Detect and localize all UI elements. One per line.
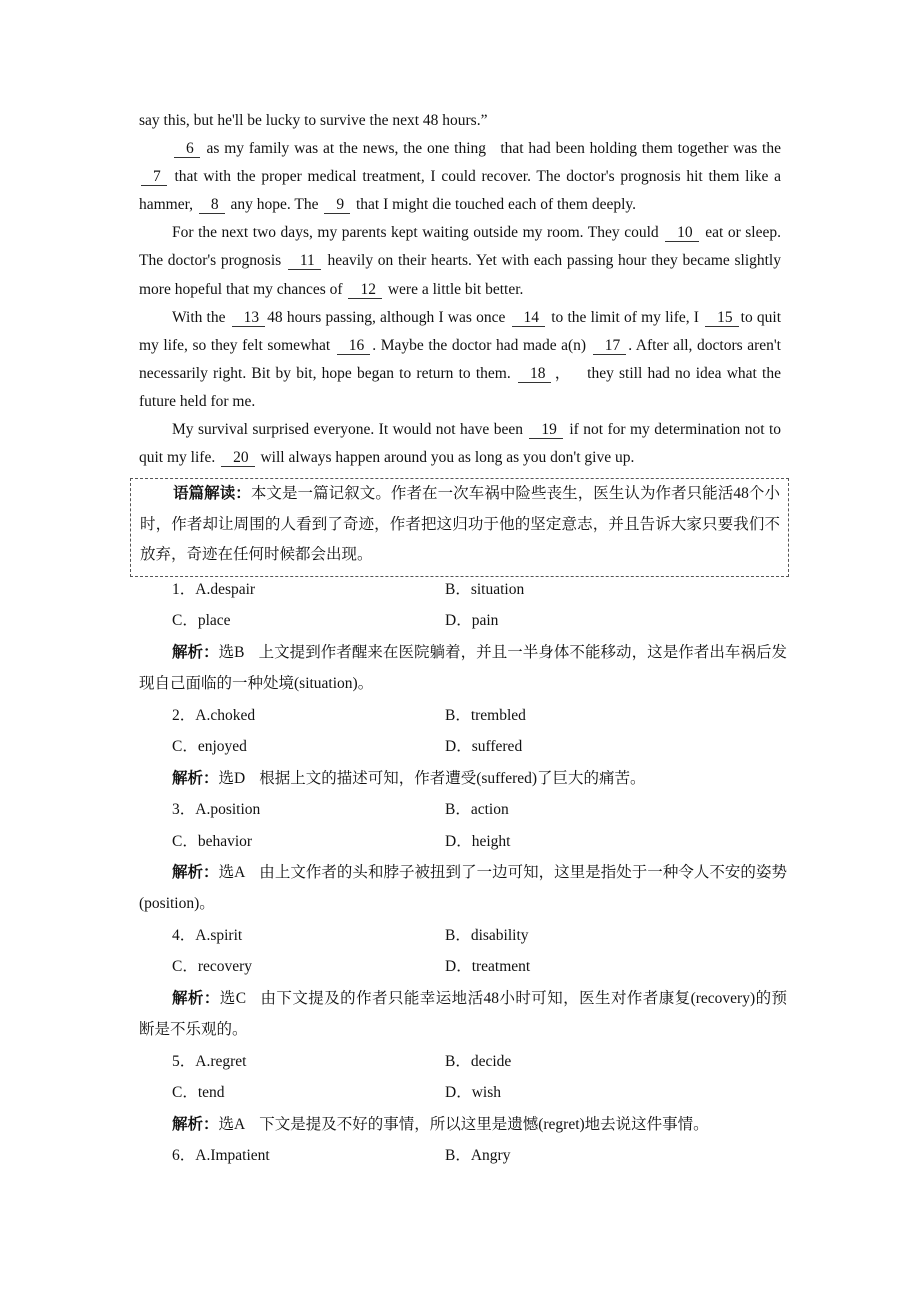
option-b: B．action bbox=[445, 801, 509, 819]
blank-15: 15 bbox=[705, 310, 739, 327]
passage-text: as my family was at the news, the one thing that had been holding them together was the bbox=[201, 140, 781, 158]
passage-text: say this, but he'll be lucky to survive the next 48 hours.” bbox=[139, 112, 488, 129]
option-row bbox=[139, 1046, 787, 1077]
option-a: 6．A.Impatient bbox=[172, 1147, 270, 1164]
passage-text: were a little bit better. bbox=[383, 280, 524, 298]
blank-11: 11 bbox=[288, 253, 321, 270]
blank-12: 12 bbox=[348, 282, 382, 299]
blank-17: 17 bbox=[593, 338, 627, 355]
summary-text: 本文是一篇记叙文。作者在一次车祸中险些丧生，医生认为作者只能活48个小时，作者却让周围的人看到了奇迹，作者把这归功于他的坚定意志，并且告诉大家只要我们不放弃，奇迹在任何时候都会出现。 bbox=[140, 485, 780, 563]
option-c: C．recovery bbox=[172, 958, 253, 976]
passage-paragraph bbox=[139, 107, 781, 135]
option-row bbox=[139, 1077, 787, 1108]
option-c: C．enjoyed bbox=[172, 738, 247, 756]
passage-text: to quit my life, so they felt somewhat bbox=[139, 308, 782, 354]
analysis-choice: 选B bbox=[218, 643, 245, 661]
summary-paragraph bbox=[131, 479, 788, 571]
blank-20: 20 bbox=[221, 450, 255, 467]
passage-text: heavily on their hearts. Yet with each passing hour they became slightly more hopeful that my chances of bbox=[139, 252, 781, 298]
passage-text: 48 hours passing, although I was once bbox=[267, 308, 510, 326]
analysis-label: 解析： bbox=[172, 863, 219, 881]
option-d: D．height bbox=[445, 832, 511, 850]
option-row bbox=[139, 731, 787, 762]
option-a: 2．A.choked bbox=[172, 706, 256, 724]
answer-analysis bbox=[139, 857, 787, 920]
option-row bbox=[139, 794, 787, 825]
option-b: B．trembled bbox=[445, 706, 526, 724]
blank-18: 18 bbox=[518, 366, 552, 383]
question-list bbox=[139, 574, 787, 1171]
option-a: 1．A.despair bbox=[172, 581, 256, 598]
passage-text: . Maybe the doctor had made a(n) bbox=[372, 336, 591, 354]
passage-text: will always happen around you as long as you don't give up. bbox=[256, 449, 635, 467]
summary-label: 语篇解读： bbox=[173, 485, 251, 502]
option-a: 4．A.spirit bbox=[172, 926, 243, 944]
option-a: 5．A.regret bbox=[172, 1052, 247, 1070]
passage-text: With the bbox=[172, 308, 230, 326]
passage-text: For the next two days, my parents kept waiting outside my room. They could bbox=[172, 224, 664, 242]
option-row bbox=[139, 920, 787, 951]
blank-16: 16 bbox=[337, 338, 371, 355]
answer-analysis bbox=[139, 763, 787, 794]
option-b: B．disability bbox=[445, 926, 529, 944]
analysis-choice: 选C bbox=[219, 989, 247, 1007]
answer-analysis bbox=[139, 983, 787, 1046]
analysis-text: 下文是提及不好的事情，所以这里是遗憾(regret)地去说这件事情。 bbox=[259, 1115, 709, 1133]
passage-text: to the limit of my life, I bbox=[547, 308, 704, 326]
option-row bbox=[139, 826, 787, 857]
option-b: B．situation bbox=[445, 581, 525, 598]
option-c: C．place bbox=[172, 612, 231, 630]
passage-paragraph bbox=[139, 219, 781, 303]
analysis-text: 由下文提及的作者只能幸运地活48小时可知，医生对作者康复(recovery)的预断是不乐观的。 bbox=[139, 989, 787, 1039]
option-c: C．tend bbox=[172, 1084, 225, 1102]
option-a: 3．A.position bbox=[172, 801, 261, 819]
analysis-text: 由上文作者的头和脖子被扭到了一边可知，这里是指处于一种令人不安的姿势(position)。 bbox=[139, 863, 787, 913]
blank-9: 9 bbox=[324, 197, 350, 214]
cloze-passage bbox=[139, 107, 781, 472]
passage-text: that I might die touched each of them deeply. bbox=[352, 196, 637, 214]
passage-text: any hope. The bbox=[226, 196, 323, 214]
blank-14: 14 bbox=[512, 310, 546, 327]
option-d: D．suffered bbox=[445, 738, 523, 756]
passage-paragraph bbox=[139, 416, 781, 472]
analysis-choice: 选D bbox=[218, 769, 246, 787]
analysis-text: 根据上文的描述可知，作者遭受(suffered)了巨大的痛苦。 bbox=[259, 769, 646, 787]
answer-analysis bbox=[139, 1109, 787, 1140]
passage-summary-box bbox=[130, 478, 789, 577]
blank-8: 8 bbox=[199, 197, 225, 214]
passage-text: . After all, doctors aren't necessarily right. Bit by bit, hope began to return to them. bbox=[139, 336, 781, 382]
passage-paragraph bbox=[139, 304, 781, 416]
passage-text: My survival surprised everyone. It would not have been bbox=[172, 421, 528, 439]
option-d: D．wish bbox=[445, 1084, 501, 1102]
blank-10: 10 bbox=[665, 225, 699, 242]
option-d: D．treatment bbox=[445, 958, 531, 976]
analysis-label: 解析： bbox=[172, 769, 219, 787]
blank-7: 7 bbox=[141, 169, 167, 186]
analysis-choice: 选A bbox=[218, 1115, 246, 1133]
passage-text: eat or sleep. The doctor's prognosis bbox=[139, 224, 781, 270]
option-row bbox=[139, 605, 787, 636]
option-row bbox=[139, 951, 787, 982]
analysis-choice: 选A bbox=[218, 863, 246, 881]
passage-text: that with the proper medical treatment, I could recover. The doctor's prognosis hit them like a hammer, bbox=[139, 168, 781, 214]
blank-6: 6 bbox=[174, 141, 200, 158]
blank-19: 19 bbox=[529, 422, 563, 439]
option-b: B．Angry bbox=[445, 1147, 511, 1164]
option-c: C．behavior bbox=[172, 832, 253, 850]
passage-text: if not for my determination not to quit my life. bbox=[139, 421, 781, 467]
answer-analysis bbox=[139, 637, 787, 700]
option-row bbox=[139, 1140, 787, 1171]
option-d: D．pain bbox=[445, 612, 499, 630]
option-row bbox=[139, 574, 787, 605]
passage-paragraph bbox=[139, 135, 781, 219]
option-row bbox=[139, 700, 787, 731]
analysis-label: 解析： bbox=[172, 1115, 219, 1133]
blank-13: 13 bbox=[232, 310, 266, 327]
analysis-label: 解析： bbox=[172, 643, 219, 661]
option-b: B．decide bbox=[445, 1052, 512, 1070]
analysis-text: 上文提到作者醒来在医院躺着，并且一半身体不能移动，这是作者出车祸后发现自己面临的一种处境(situation)。 bbox=[139, 643, 787, 693]
analysis-label: 解析： bbox=[172, 989, 220, 1007]
passage-text: ， they still had no idea what the future held for me. bbox=[139, 364, 781, 410]
